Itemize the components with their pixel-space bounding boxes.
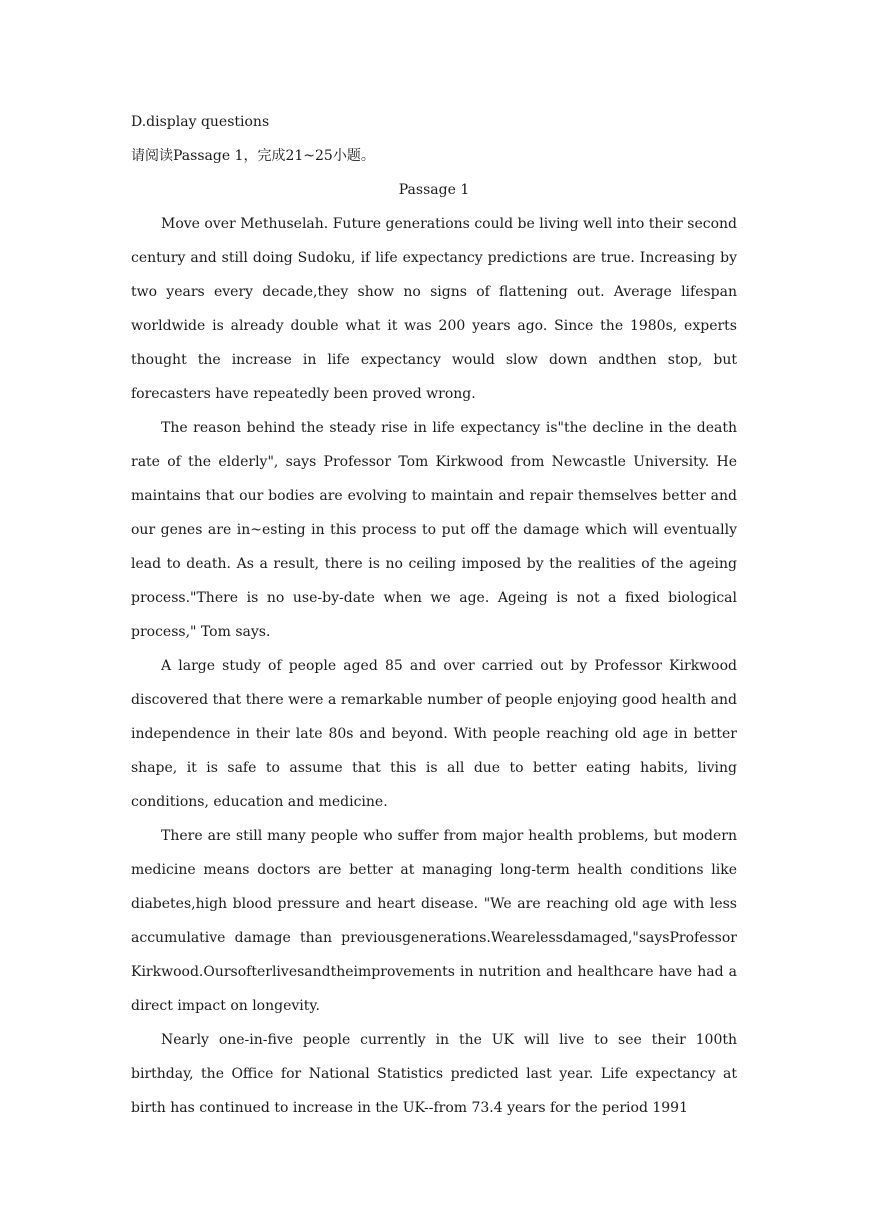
paragraph-5: Nearly one-in-five people currently in the UK will live to see their 100th birthday, the Office for National Statistics predicted last year. Life expectancy at birth has continued to increase in the UK--from 73.4 years for the period 1991	[131, 1032, 737, 1116]
paragraph-4: There are still many people who suffer from major health problems, but modern medicine means doctors are better at managing long-term health conditions like diabetes,high blood pressure and heart disease. "We are reaching old age with less accumulative damage than previousgenerations.Wearelessdamaged,"saysProfessor Kirkwood.Oursofterlivesandtheimprovements in nutrition and healthcare have had a direct impact on longevity.	[131, 828, 737, 1014]
paragraph-2: The reason behind the steady rise in life expectancy is"the decline in the death rate of the elderly", says Professor Tom Kirkwood from Newcastle University. He maintains that our bodies are evolving to maintain and repair themselves better and our genes are in~esting in this process to put off the damage which will eventually lead to death. As a result, there is no ceiling imposed by the realities of the ageing process."There is no use-by-date when we age. Ageing is not a fixed biological process," Tom says.	[131, 420, 737, 640]
document-body	[131, 105, 737, 1125]
paragraph-1: Move over Methuselah. Future generations could be living well into their second century and still doing Sudoku, if life expectancy predictions are true. Increasing by two years every decade,they show no signs of flattening out. Average lifespan worldwide is already double what it was 200 years ago. Since the 1980s, experts thought the increase in life expectancy would slow down andthen stop, but forecasters have repeatedly been proved wrong.	[131, 216, 737, 402]
paragraph-3: A large study of people aged 85 and over carried out by Professor Kirkwood discovered that there were a remarkable number of people enjoying good health and independence in their late 80s and beyond. With people reaching old age in better shape, it is safe to assume that this is all due to better eating habits, living conditions, education and medicine.	[131, 658, 737, 810]
reading-instruction: 请阅读Passage 1，完成21~25小题。	[131, 148, 375, 164]
passage-title: Passage 1	[398, 182, 470, 198]
answer-option-d: D.display questions	[131, 114, 270, 130]
